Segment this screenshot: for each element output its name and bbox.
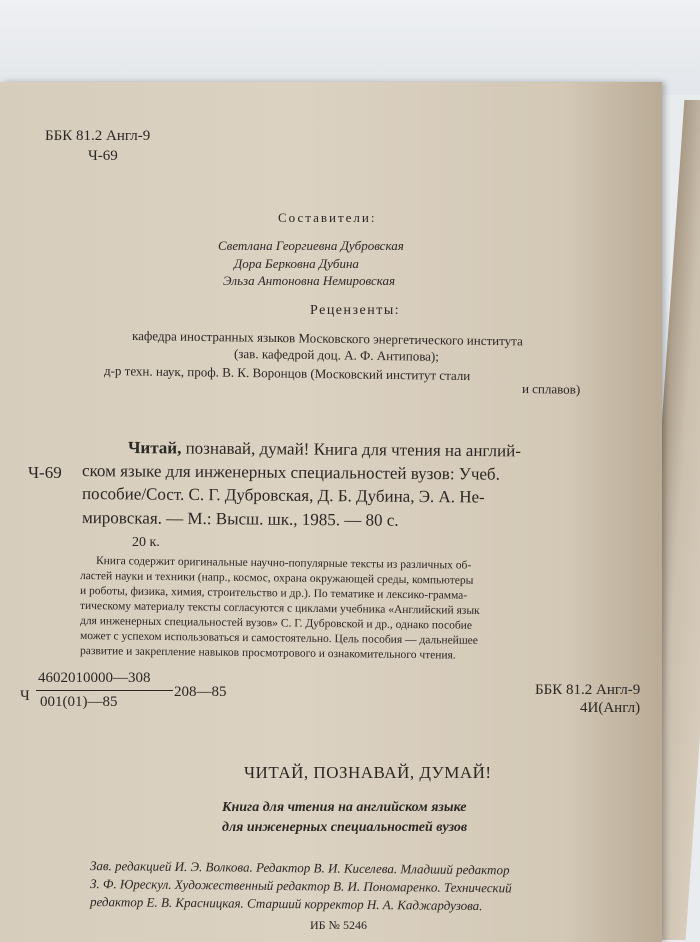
bibliography-line: ском языке для инженерных специальностей вузов: Учеб. [81,461,500,484]
background-wall [0,0,700,95]
reviewer-line: (зав. кафедрой доц. А. Ф. Антипова); [233,346,440,364]
reviewer-line: кафедра иностранных языков Московского энергетического института [131,328,523,349]
editors-line: редактор Е. В. Красницкая. Старший корректор Н. А. Каджардузова. [89,894,483,914]
author-code: Ч-69 [88,148,118,164]
bibliography-title-bold: Читай, [127,438,182,458]
annotation-line: развитие и закрепление навыков просмотрового и ознакомительного чтения. [79,645,456,662]
bibliography-text: познавай, думай! Книга для чтения на англий- [185,438,522,461]
bbk-right-index: 4И(Англ) [580,700,641,716]
bibliography-line: мировская. — М.: Высш. шк., 1985. — 80 с. [81,508,399,530]
compiler-name: Эльза Антоновна Немировская [223,273,396,288]
fraction-line [36,690,173,691]
catalog-letter: Ч [20,688,30,704]
reviewer-line: д-р техн. наук, проф. В. К. Воронцов (Московский институт стали [103,363,471,384]
catalog-suffix: 208—85 [174,684,227,700]
ib-number: ИБ № 5246 [310,918,368,932]
annotation-line: Книга содержит оригинальные научно-популярные тексты из различных об- [95,555,472,572]
price: 20 к. [132,535,160,550]
catalog-denominator: 001(01)—85 [40,694,118,710]
editors-line: З. Ф. Юрескул. Художественный редактор В. И. Пономаренко. Технический [89,876,512,896]
annotation-line: для инженерных специальностей вузов» С. Г. Дубровской и др., однако пособие [79,615,473,632]
book-title: ЧИТАЙ, ПОЗНАВАЙ, ДУМАЙ! [244,763,492,782]
annotation-line: тическому материалу тексты согласуются с циклами учебника «Английский язык [79,600,480,617]
reviewers-heading: Рецензенты: [310,303,401,318]
bibliography-side-code: Ч-69 [28,463,62,482]
annotation-line: и роботы, физика, химия, строительство и др.). По тематике и лексико-грамма- [79,585,468,602]
compilers-heading: Составители: [278,210,377,225]
annotation-line: ластей науки и техники (напр., космос, охрана окружающей среды, компьютеры [79,570,474,587]
annotation-line: может с успехом использоваться и самостоятельно. Цель пособия — дальнейшее [79,630,478,647]
bibliography-line: пособие/Сост. С. Г. Дубровская, Д. Б. Дубина, Э. А. Не- [81,484,485,507]
editors-line: Зав. редакцией И. Э. Волкова. Редактор В. И. Киселева. Младший редактор [89,858,510,878]
reviewer-line: и сплавов) [521,381,581,397]
bibliography-line [128,438,521,461]
book-subtitle: для инженерных специальностей вузов [222,820,468,835]
bbk-right: ББК 81.2 Англ-9 [535,682,641,698]
catalog-numerator: 4602010000—308 [38,670,151,686]
compiler-name: Светлана Георгиевна Дубровская [218,238,404,253]
compiler-name: Дора Берковна Дубина [234,256,359,271]
bbk-classification: ББК 81.2 Англ-9 [45,128,151,144]
book-subtitle: Книга для чтения на английском языке [222,800,467,815]
